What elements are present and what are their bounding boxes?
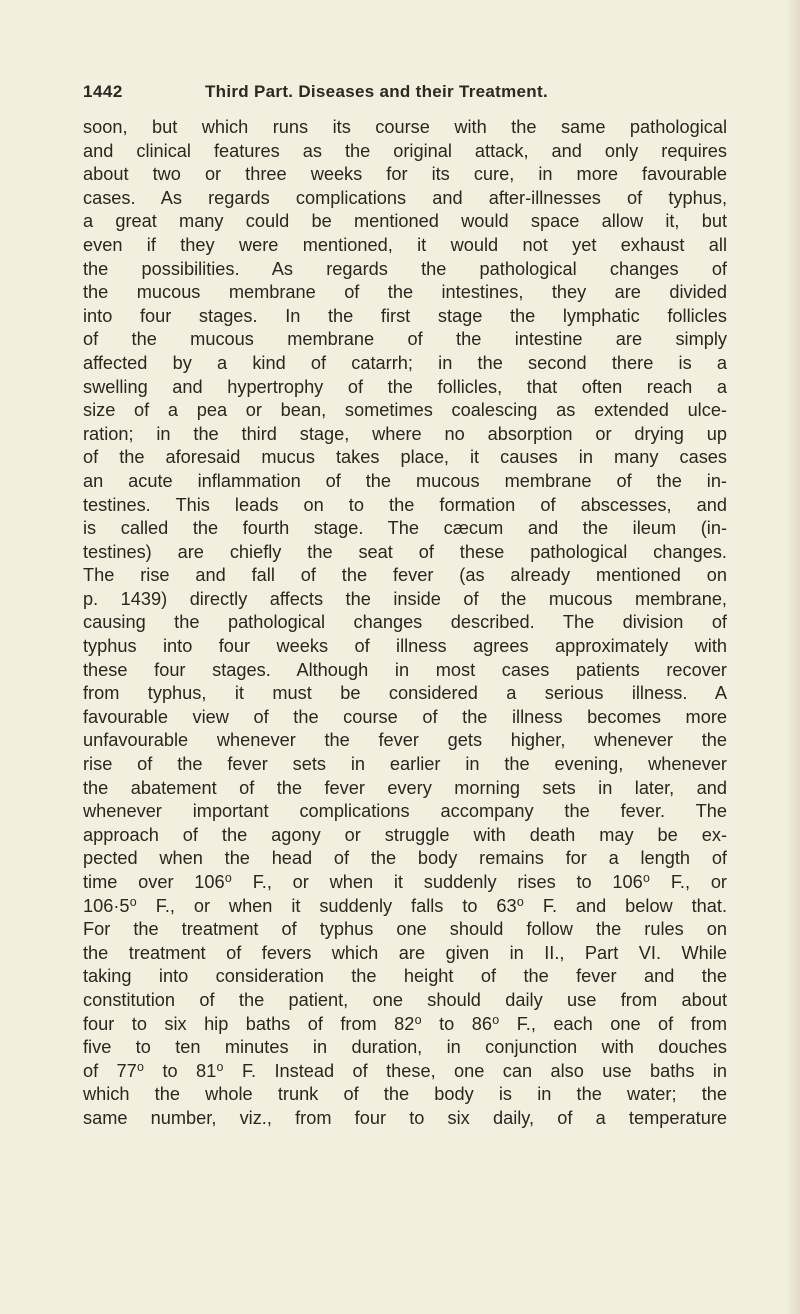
text-line: causing the pathological changes described. The division of xyxy=(83,612,727,633)
text-line: is called the fourth stage. The cæcum and the ileum (in- xyxy=(83,518,727,539)
text-line: typhus into four weeks of illness agrees approximately with xyxy=(83,636,727,657)
text-line: unfavourable whenever the fever gets higher, whenever the xyxy=(83,730,727,751)
text-line: of 77⁰ to 81⁰ F. Instead of these, one can also use baths in xyxy=(83,1060,727,1081)
text-line: For the treatment of typhus one should follow the rules on xyxy=(83,919,727,940)
text-line: of the aforesaid mucus takes place, it causes in many cases xyxy=(83,447,727,468)
text-line: whenever important complications accompany the fever. The xyxy=(83,801,727,822)
text-line: the abatement of the fever every morning sets in later, and xyxy=(83,777,727,798)
text-line: the mucous membrane of the intestines, they are divided xyxy=(83,282,727,303)
text-line: approach of the agony or struggle with death may be ex- xyxy=(83,824,727,845)
text-line: cases. As regards complications and after-illnesses of typhus, xyxy=(83,187,727,208)
text-line: constitution of the patient, one should daily use from about xyxy=(83,989,727,1010)
text-line: swelling and hypertrophy of the follicles, that often reach a xyxy=(83,376,727,397)
text-line: four to six hip baths of from 82⁰ to 86⁰ F., each one of from xyxy=(83,1013,727,1034)
text-line: 106·5⁰ F., or when it suddenly falls to 63⁰ F. and below that. xyxy=(83,895,727,916)
text-line: from typhus, it must be considered a serious illness. A xyxy=(83,683,727,704)
text-line: soon, but which runs its course with the same pathological xyxy=(83,117,727,137)
text-line: the treatment of fevers which are given in II., Part VI. While xyxy=(83,942,727,963)
text-line: pected when the head of the body remains for a length of xyxy=(83,848,727,869)
text-line: p. 1439) directly affects the inside of the mucous membrane, xyxy=(83,588,727,609)
text-line: which the whole trunk of the body is in the water; the xyxy=(83,1084,727,1105)
text-line: testines. This leads on to the formation of abscesses, and xyxy=(83,494,727,515)
text-line: these four stages. Although in most cases patients recover xyxy=(83,659,727,680)
text-line: affected by a kind of catarrh; in the second there is a xyxy=(83,352,727,373)
text-line: rise of the fever sets in earlier in the evening, whenever xyxy=(83,754,727,775)
running-header xyxy=(83,82,733,104)
text-line: favourable view of the course of the illness becomes more xyxy=(83,706,727,727)
page-edge-shadow xyxy=(786,0,800,1314)
text-line: a great many could be mentioned would space allow it, but xyxy=(83,211,727,232)
text-line: and clinical features as the original attack, and only requires xyxy=(83,140,727,161)
text-line: about two or three weeks for its cure, in more favourable xyxy=(83,164,727,185)
text-line: an acute inflammation of the mucous membrane of the in- xyxy=(83,470,727,491)
text-line: five to ten minutes in duration, in conjunction with douches xyxy=(83,1037,727,1058)
text-line: same number, viz., from four to six daily, of a temperature xyxy=(83,1107,727,1128)
body-paragraph xyxy=(83,116,727,1131)
text-line: testines) are chiefly the seat of these pathological changes. xyxy=(83,541,727,562)
text-line: ration; in the third stage, where no absorption or drying up xyxy=(83,423,727,444)
running-title: Third Part. Diseases and their Treatment. xyxy=(205,82,548,101)
text-line: of the mucous membrane of the intestine are simply xyxy=(83,329,727,350)
text-line: time over 106⁰ F., or when it suddenly rises to 106⁰ F., or xyxy=(83,872,727,892)
text-line: into four stages. In the first stage the lymphatic follicles xyxy=(83,305,727,326)
text-line: size of a pea or bean, sometimes coalescing as extended ulce- xyxy=(83,400,727,421)
text-line: the possibilities. As regards the pathological changes of xyxy=(83,258,727,279)
text-line: The rise and fall of the fever (as already mentioned on xyxy=(83,565,727,586)
page-number: 1442 xyxy=(83,82,123,101)
text-line: even if they were mentioned, it would not yet exhaust all xyxy=(83,234,727,255)
text-line: taking into consideration the height of the fever and the xyxy=(83,966,727,987)
